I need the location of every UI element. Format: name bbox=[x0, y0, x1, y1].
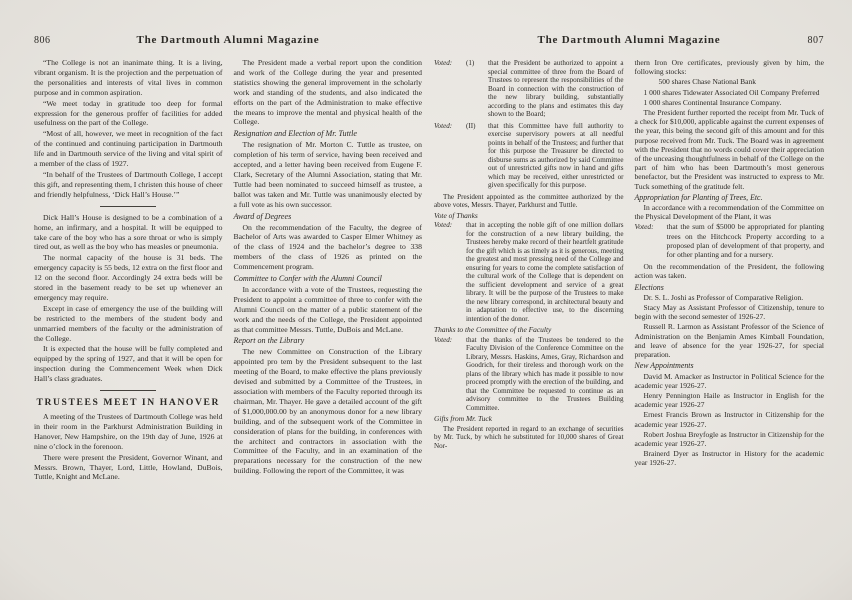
divider-rule bbox=[100, 206, 156, 207]
voted-number: (1) bbox=[466, 59, 475, 67]
divider-rule bbox=[100, 390, 156, 391]
paragraph: The President reported in regard to an exchange of securities by Mr. Tuck, by which he substituted for 10,000 shares of Great Nor- bbox=[434, 424, 624, 450]
page-header-left bbox=[34, 34, 422, 50]
paragraph: Ernest Francis Brown as Instructor in Citizenship for the academic year 1926-27. bbox=[634, 410, 824, 429]
paragraph: “Most of all, however, we meet in recognition of the fact of the continued and continuing participation in Dartmouth life and in Dartmouth service of the living and vital spirit of a member of the class of 1927. bbox=[34, 129, 223, 169]
paragraph: Robert Joshua Breyfogle as Instructor in Citizenship for the academic year 1926-27. bbox=[634, 429, 824, 448]
subsection-heading: Resignation and Election of Mr. Tuttle bbox=[233, 129, 357, 139]
column-layout bbox=[34, 58, 422, 483]
paragraph: The President appointed as the committee authorized by the above votes, Messrs. Thayer, Parkhurst and Tuttle. bbox=[434, 192, 624, 209]
column-1 bbox=[34, 58, 223, 483]
voted-text: that the President be authorized to appoint a special committee of three from the Board of Trustees to represent the responsibilities of the Board in connection with the construction of the new library building, substantially according to the plans and estimates this day shown to the Board; bbox=[488, 59, 624, 118]
column-3 bbox=[434, 58, 624, 469]
paragraph: There were present the President, Governor Winant, and Messrs. Brown, Thayer, Lord, Little, Howland, DuBois, Tuttle, Knight and McLane. bbox=[34, 452, 223, 482]
voted-label: Voted: bbox=[434, 59, 453, 67]
paragraph: Dr. S. L. Joshi as Professor of Comparative Religion. bbox=[643, 292, 804, 302]
voted-number: (II) bbox=[466, 121, 476, 130]
paragraph: The new Committee on Construction of the Library appointed pro tem by the President subsequent to the last meeting of the Board, to make effective the plans previously devised and submitted by a Committee of the Trustees, in association with members of the Faculty reported through its chairman, Mr. Thayer. He gave a detailed account of the gift of $1,000,000.00 by an anonymous donor for a new library building, and of the subsequent work of the Committee in consideration of plans for the building, in conferences with the architect and contractors in association with the Committee of the Faculty, and in an examination of the preparations necessary for the construction of the new building. Following the report of the Committee, it was bbox=[233, 347, 422, 476]
journal-title: The Dartmouth Alumni Magazine bbox=[136, 34, 320, 46]
column-4 bbox=[635, 58, 825, 469]
page-header-right bbox=[434, 34, 824, 50]
voted-resolution bbox=[434, 59, 624, 119]
paragraph: On the recommendation of the President, the following action was taken. bbox=[634, 262, 824, 281]
paragraph: The President further reported the receipt from Mr. Tuck of a check for $10,000, applicable against the current expenses of the year, this being the second gift of this amount and for this purpose received from Mr. Tuck. The Board was in agreement with the President that no words could cover their appreciation of the unceasing thoughtfulness in behalf of the College on the part of him who has been Dartmouth’s most generous benefactor, but the President was instructed to express to Mr. Tuck something of the gratitude felt. bbox=[634, 108, 824, 191]
voted-label: Voted: bbox=[434, 121, 453, 130]
paragraph: “We meet today in gratitude too deep for formal expression for the generous proffer of facilities for added usefulness on the part of the College. bbox=[34, 98, 223, 128]
voted-label: Voted: bbox=[634, 222, 654, 232]
page-806 bbox=[34, 34, 422, 592]
paragraph: A meeting of the Trustees of Dartmouth College was held in their room in the Parkhurst Administration Building in Hanover, New Hampshire, on the 19th day of June, 1926 at nine o’clock in the forenoon. bbox=[34, 412, 223, 451]
subsection-heading: Report on the Library bbox=[233, 336, 305, 346]
voted-resolution bbox=[434, 221, 624, 323]
page-number: 806 bbox=[34, 35, 51, 46]
paragraph: The normal capacity of the house is 31 beds. The emergency capacity is 55 beds, 12 extra on the first floor and 12 on the second floor. Accordingly 24 extra beds will be stored in the basement ready to be set up whenever an emergency may require. bbox=[34, 253, 223, 302]
paragraph: Russell R. Larmon as Assistant Professor of the Science of Administration on the Benjamin Ames Kimball Foundation, and leave of absence for the year 1926-27, for special preparation. bbox=[634, 322, 824, 360]
voted-text: that in accepting the noble gift of one million dollars for the construction of a new library building, the Trustees hereby make record of their heartfelt gratitude for the gift which is as timely as it is generous, meeting the greatest and most pressing need of the College and ensuring for years to come the complete satisfaction of the cultural work of the College that is dependent on the sufficient development and service of a great library. It will be the purpose of the Trustees to make the new library correspond, in architectural beauty and in adaptation to effective use, to the discerning intention of the donor. bbox=[466, 221, 624, 323]
paragraph: Except in case of emergency the use of the building will be restricted to the members of the student body and unmarried members of the faculty or the administration of the College. bbox=[34, 303, 223, 343]
voted-text: that this Committee have full authority to exercise supervisory powers at all needful points in behalf of the Trustees; and further that for this purpose the Treasurer be directed to disburse sums as authorized by said Committee out of unrestricted gifts now in hand and gifts which may be received, either unrestricted or given specifically for this purpose. bbox=[488, 121, 624, 189]
paragraph: “In behalf of the Trustees of Dartmouth College, I accept this gift, and representing them, I christen this house of cheer and friendly helpfulness, ‘Dick Hall’s House.’” bbox=[34, 169, 223, 199]
paragraph: 1 000 shares Tidewater Associated Oil Company Preferred bbox=[643, 87, 820, 97]
voted-text: that the sum of $5000 be appropriated for planting trees on the Hitchcock Property according to a proposed plan of development of that property, and for other planting and for a nursery. bbox=[666, 222, 824, 260]
paragraph: Dick Hall’s House is designed to be a combination of a home, an infirmary, and a hospital. It will be equipped to take care of the boy who has a sore throat or who is simply tired out, as well as the boy who has measles or pneumonia. bbox=[34, 212, 223, 252]
subsection-heading: Appropriation for Planting of Trees, Etc. bbox=[634, 192, 763, 202]
subsection-heading: Committee to Confer with the Alumni Council bbox=[233, 274, 382, 284]
subsection-heading: Award of Degrees bbox=[233, 211, 292, 221]
voted-resolution bbox=[434, 336, 624, 413]
voted-resolution bbox=[434, 122, 624, 190]
page-number: 807 bbox=[807, 35, 824, 46]
paragraph: On the recommendation of the Faculty, the degree of Bachelor of Arts was awarded to Casper Elmer Whitney as of the class of 1924 and the bachelor’s degree to 338 members of the class of 1926 as printed on the Commencement program. bbox=[233, 222, 422, 272]
paragraph: Stacy May as Assistant Professor of Citizenship, tenure to begin with the second semester of 1926-27. bbox=[634, 303, 824, 322]
paragraph: The resignation of Mr. Morton C. Tuttle as trustee, on completion of his term of service, having been received and accepted, and a letter having been received from Eugene F. Clark, Secretary of the Alumni Association, stating that Mr. Tuttle had been nominated to succeed himself as trustee, a ballot was taken and Mr. Tuttle was unanimously elected by a full vote as his own successor. bbox=[233, 140, 422, 209]
subsection-heading: Thanks to the Committee of the Faculty bbox=[434, 325, 552, 334]
paragraph: It is expected that the house will be fully completed and equipped by the spring of 1927, and that it will be open for inspection during the Commencement Week when Dick Hall’s class graduates. bbox=[34, 344, 223, 384]
stock-list-line: 500 shares Chase National Bank bbox=[658, 77, 756, 87]
paragraph: Brainerd Dyer as Instructor in History for the academic year 1926-27. bbox=[634, 449, 824, 468]
subsection-heading: New Appointments bbox=[634, 361, 694, 371]
journal-title: The Dartmouth Alumni Magazine bbox=[537, 34, 721, 46]
paragraph: In accordance with a vote of the Trustees, requesting the President to appoint a committee of three to confer with the Alumni Council on the matter of a public statement of the work and the needs of the College, the President appointed as that committee Messrs. Tuttle, DuBois and McLane. bbox=[233, 284, 422, 334]
voted-label: Voted: bbox=[434, 335, 453, 344]
article-heading: TRUSTEES MEET IN HANOVER bbox=[36, 397, 220, 409]
voted-resolution bbox=[635, 222, 825, 259]
paragraph: In accordance with a recommendation of the Committee on the Physical Development of the Plant, it was bbox=[634, 203, 824, 222]
paragraph: The President made a verbal report upon the condition and work of the College during the year and presented statistics showing the general improvement in the scholarly work and standing of the students, and also indicated the efforts on the part of the Administration to make effective the means to improve the mental and physical health of the College. bbox=[233, 58, 422, 127]
paragraph: “The College is not an inanimate thing. It is a living, vibrant organism. It is the projection and the perpetuation of the personalities and interests of vital lives in common purpose and in common aspiration. bbox=[34, 58, 223, 97]
paragraph: Henry Pennington Haile as Instructor in English for the academic year 1926-27 bbox=[634, 390, 824, 410]
voted-text: that the thanks of the Trustees be tendered to the Faculty Division of the Conference Committee on the Library, Messrs. Haskins, Ames, Gray, Richardson and Goodrich, for their tireless and thorough work on the plans of the library which has made it possible to now proceed promptly with the erection of the building, and that the Committee be requested to continue as an advisory committee to the Trustees Building Committee. bbox=[466, 335, 624, 412]
subsection-heading: Elections bbox=[634, 282, 664, 292]
page-807 bbox=[434, 34, 824, 592]
subsection-heading: Vote of Thanks bbox=[434, 210, 478, 220]
column-2 bbox=[234, 58, 423, 483]
column-layout bbox=[434, 58, 824, 469]
voted-label: Voted: bbox=[434, 221, 453, 229]
subsection-heading: Gifts from Mr. Tuck bbox=[434, 414, 492, 423]
paragraph: 1 000 shares Continental Insurance Company. bbox=[643, 97, 782, 107]
paragraph-continuation: thern Iron Ore certificates, previously given by him, the following stocks: bbox=[634, 58, 824, 77]
paragraph: David M. Amacker as Instructor in Political Science for the academic year 1926-27. bbox=[634, 371, 824, 390]
